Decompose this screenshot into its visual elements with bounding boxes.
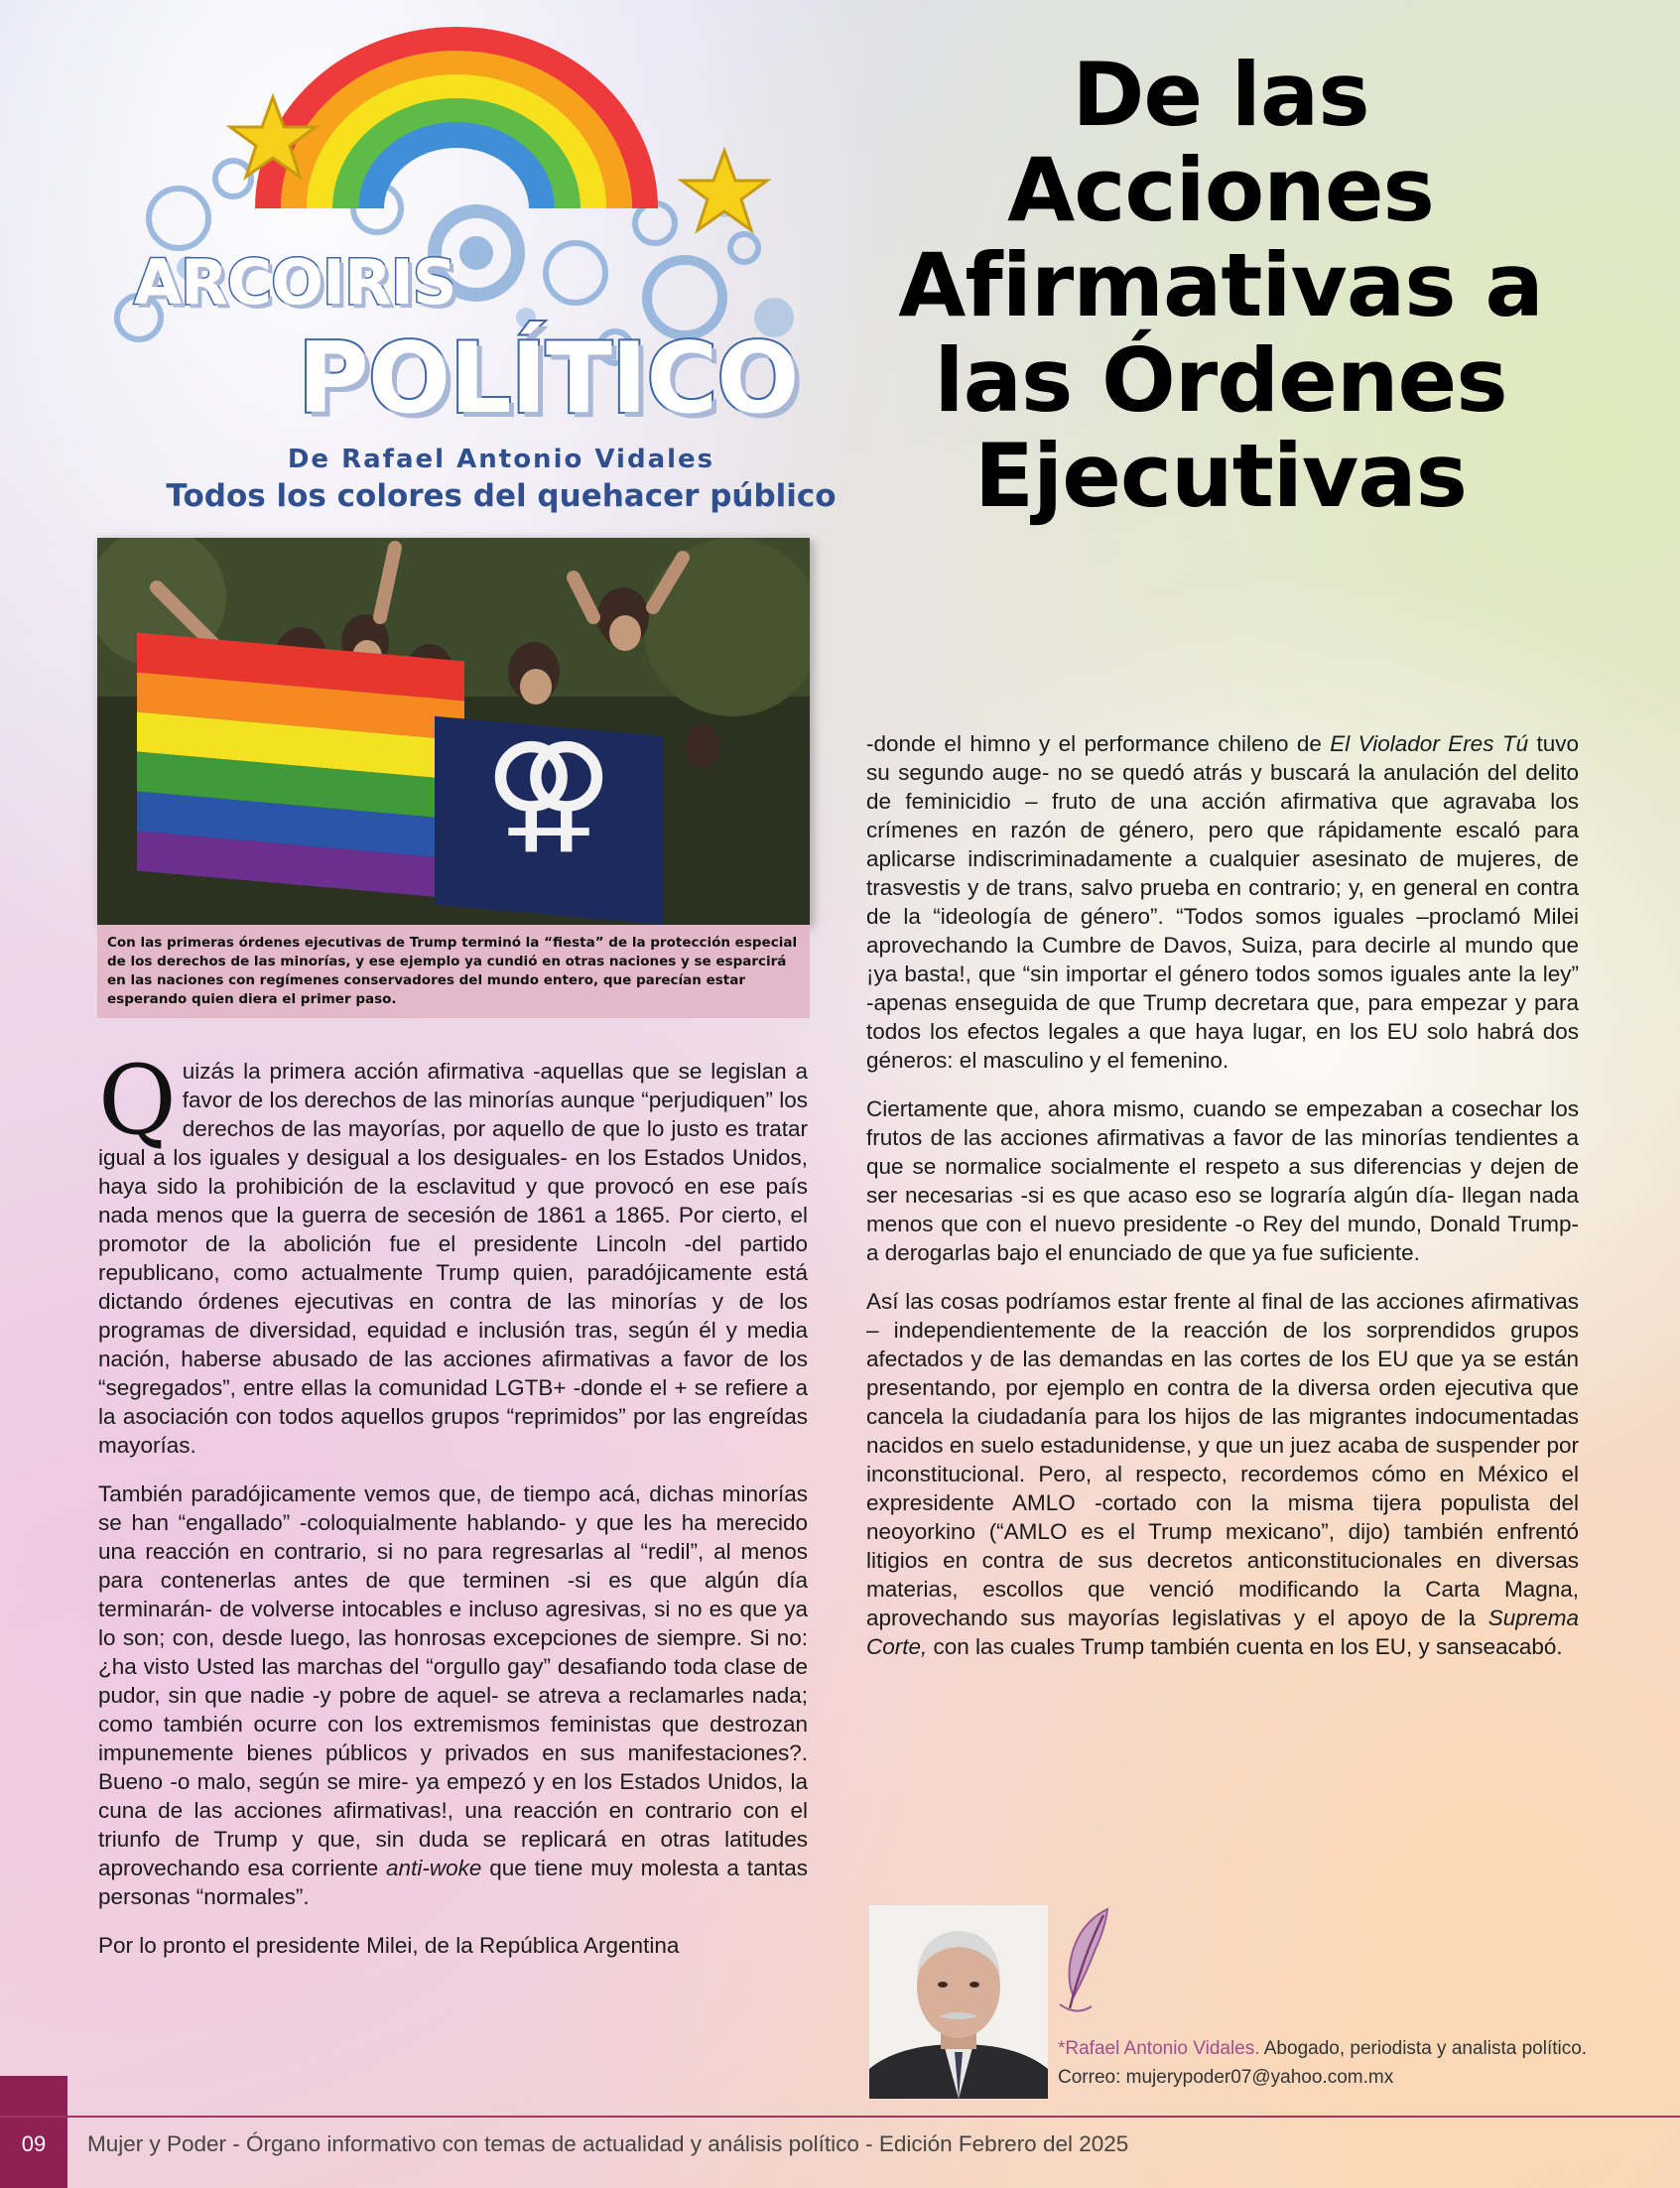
column-tagline: Todos los colores del quehacer público — [166, 478, 837, 514]
paragraph — [98, 1045, 808, 1460]
paragraph-text: Por lo pronto el presidente Milei, de la República Argentina — [98, 1933, 680, 1958]
paragraph — [98, 1480, 808, 1911]
paragraph-text: También paradójicamente vemos que, de tiempo acá, dichas minorías se han “engallado” -coloquialmente hablando- y que les ha merecido una reacción en contrario, si no para regresarlas al “redil”, al menos para contenerlas antes de que terminen -si es que algún día terminarán- de volverse intocables e incluso agresivas, si no es que ya lo son; con, desde luego, las honrosas excepciones de siempre. Si no: ¿ha visto Usted las marchas del “orgullo gay” desafiando toda clase de pudor, sin que nadie -y pobre de aquel- se atreva a reclamarles nada; como también ocurre con los extremismos feministas que destrozan impunemente bienes públicos y privados en sus manifestaciones?. Bueno -o malo, según se mire- ya empezó y en los Estados Unidos, la cuna de las acciones afirmativas!, una reacción en contrario con el triunfo de Trump y que, sin duda se replicará en otras latitudes aprovechando esa corriente — [98, 1481, 808, 1880]
bio-description: Abogado, periodista y analista político. Correo: mujerypoder07@yahoo.com.mx — [1058, 2038, 1588, 2088]
article-title: De las Acciones Afirmativas a las Órdenes Ejecutivas — [898, 44, 1543, 527]
column-logo — [60, 20, 843, 456]
emphasis-text: El Violador Eres Tú — [1330, 731, 1529, 756]
paragraph-text: Así las cosas podríamos estar frente al final de las acciones afirmativas – independientemente de la reacción de los sorprendidos grupos afectados y de las demandas en las cortes de los EU que ya se están presentando, por ejemplo en contra de la diversa orden ejecutiva que cancela la ciudadanía para los hijos de las migrantes indocumentadas nacidos en suelo estadunidense, y que un juez acaba de suspender por inconstitucional. Pero, al respecto, recordemos cómo en México el expresidente AMLO -cortado con la misma tijera populista del neoyorkino (“AMLO es el Trump mexicano”, dijo) también enfrentó litigios en contra de sus decretos anticonstitucionales en diversas materias, escollos que venció modificando la Carta Magna, aprovechando sus mayorías legislativas y el apoyo de la — [866, 1289, 1579, 1630]
article-column-right — [866, 729, 1579, 1681]
byline — [149, 445, 853, 514]
female-symbols-icon: ⚢ — [483, 715, 614, 866]
paragraph — [866, 1094, 1579, 1267]
emphasis-text: anti-woke — [386, 1856, 482, 1880]
author-portrait — [869, 1905, 1048, 2099]
paragraph — [866, 1287, 1579, 1661]
emphasis-text: Suprema Corte, — [866, 1606, 1579, 1659]
footer-divider — [0, 2116, 1680, 2118]
paragraph-text: Ciertamente que, ahora mismo, cuando se empezaban a cosechar los frutos de las acciones afirmativas a favor de las minorías tendientes a que se normalice socialmente el respeto a sus diferencias y dejen de ser necesarias -si es que acaso eso se lograría algún día- llegan nada menos que con el nuevo presidente -o Rey del mundo, Donald Trump- a derogarlas bajo el enunciado de que ya fue suficiente. — [866, 1096, 1579, 1265]
author-line: De Rafael Antonio Vidales — [287, 445, 715, 474]
author-bio — [1058, 2034, 1614, 2092]
bio-name: *Rafael Antonio Vidales. — [1058, 2038, 1260, 2059]
protest-flag-illustration — [97, 538, 810, 925]
logo-word-politico: POLÍTICO — [298, 322, 799, 436]
paragraph-text: tuvo su segundo auge- no se quedó atrás y buscará la anulación del delito de feminicidio – fruto de una acción afirmativa que agravaba los crímenes en razón de género, pero que rápidamente escaló para aplicarse indiscriminadamente a cualquier asesinato de mujeres, de trasvestis y de trans, salvo prueba en contrario; y, en general en contra de la “ideología de género”. “Todos somos iguales –proclamó Milei aprovechando la Cumbre de Davos, Suiza, para decirle al mundo que ¡ya basta!, que “sin importar el género todos somos iguales ante la ley” -apenas enseguida de que Trump decretara que, para empezar y para todos los efectos legales a que haya lugar, en los EU solo habrá dos géneros: el masculino y el femenino. — [866, 731, 1579, 1073]
quill-icon — [1056, 1905, 1115, 2016]
drop-cap: Q — [98, 1045, 177, 1156]
paragraph-text: con las cuales Trump también cuenta en los EU, y sanseacabó. — [927, 1634, 1563, 1659]
paragraph-text: -donde el himno y el performance chileno de — [866, 731, 1331, 756]
paragraph-text: que tiene muy molesta a tantas personas “normales”. — [98, 1856, 808, 1909]
avatar — [869, 1905, 1048, 2099]
photo-caption: Con las primeras órdenes ejecutivas de Trump terminó la “fiesta” de la protección especial de los derechos de las minorías, y ese ejemplo ya cundió en otras naciones y se esparcirá en las naciones con regímenes conservadores del mundo entero, que parecían estar esperando quien diera el primer paso. — [97, 925, 810, 1018]
logo-word-arcoiris: ARCOIRIS — [134, 246, 456, 319]
article-column-left — [98, 1045, 808, 1980]
footer-text: Mujer y Poder - Órgano informativo con temas de actualidad y análisis político - Edición Febrero del 2025 — [87, 2131, 1129, 2156]
article-photo — [97, 538, 810, 925]
paragraph — [866, 729, 1579, 1075]
paragraph — [98, 1931, 808, 1960]
paragraph-text: uizás la primera acción afirmativa -aquellas que se legislan a favor de los derechos de las minorías aunque “perjudiquen” los derechos de las mayorías, por aquello de que lo justo es tratar igual a los iguales y desigual a los desiguales- en los Estados Unidos, haya sido la prohibición de la esclavitud y que provocó en ese país nada menos que la guerra de secesión de 1861 a 1865. Por cierto, el promotor de la abolición fue el presidente Lincoln -del partido republicano, como actualmente Trump quien, paradójicamente está dictando órdenes ejecutivas en contra de las minorías y de los programas de diversidad, equidad e inclusión tras, según él y media nación, haberse abusado de las acciones afirmativas a favor de los “segregados”, entre ellas la comunidad LGTB+ -donde el + se refiere a la asociación con todos aquellos grupos “reprimidos” por las engreídas mayorías. — [98, 1059, 808, 1458]
page-number: 09 — [21, 2131, 47, 2156]
